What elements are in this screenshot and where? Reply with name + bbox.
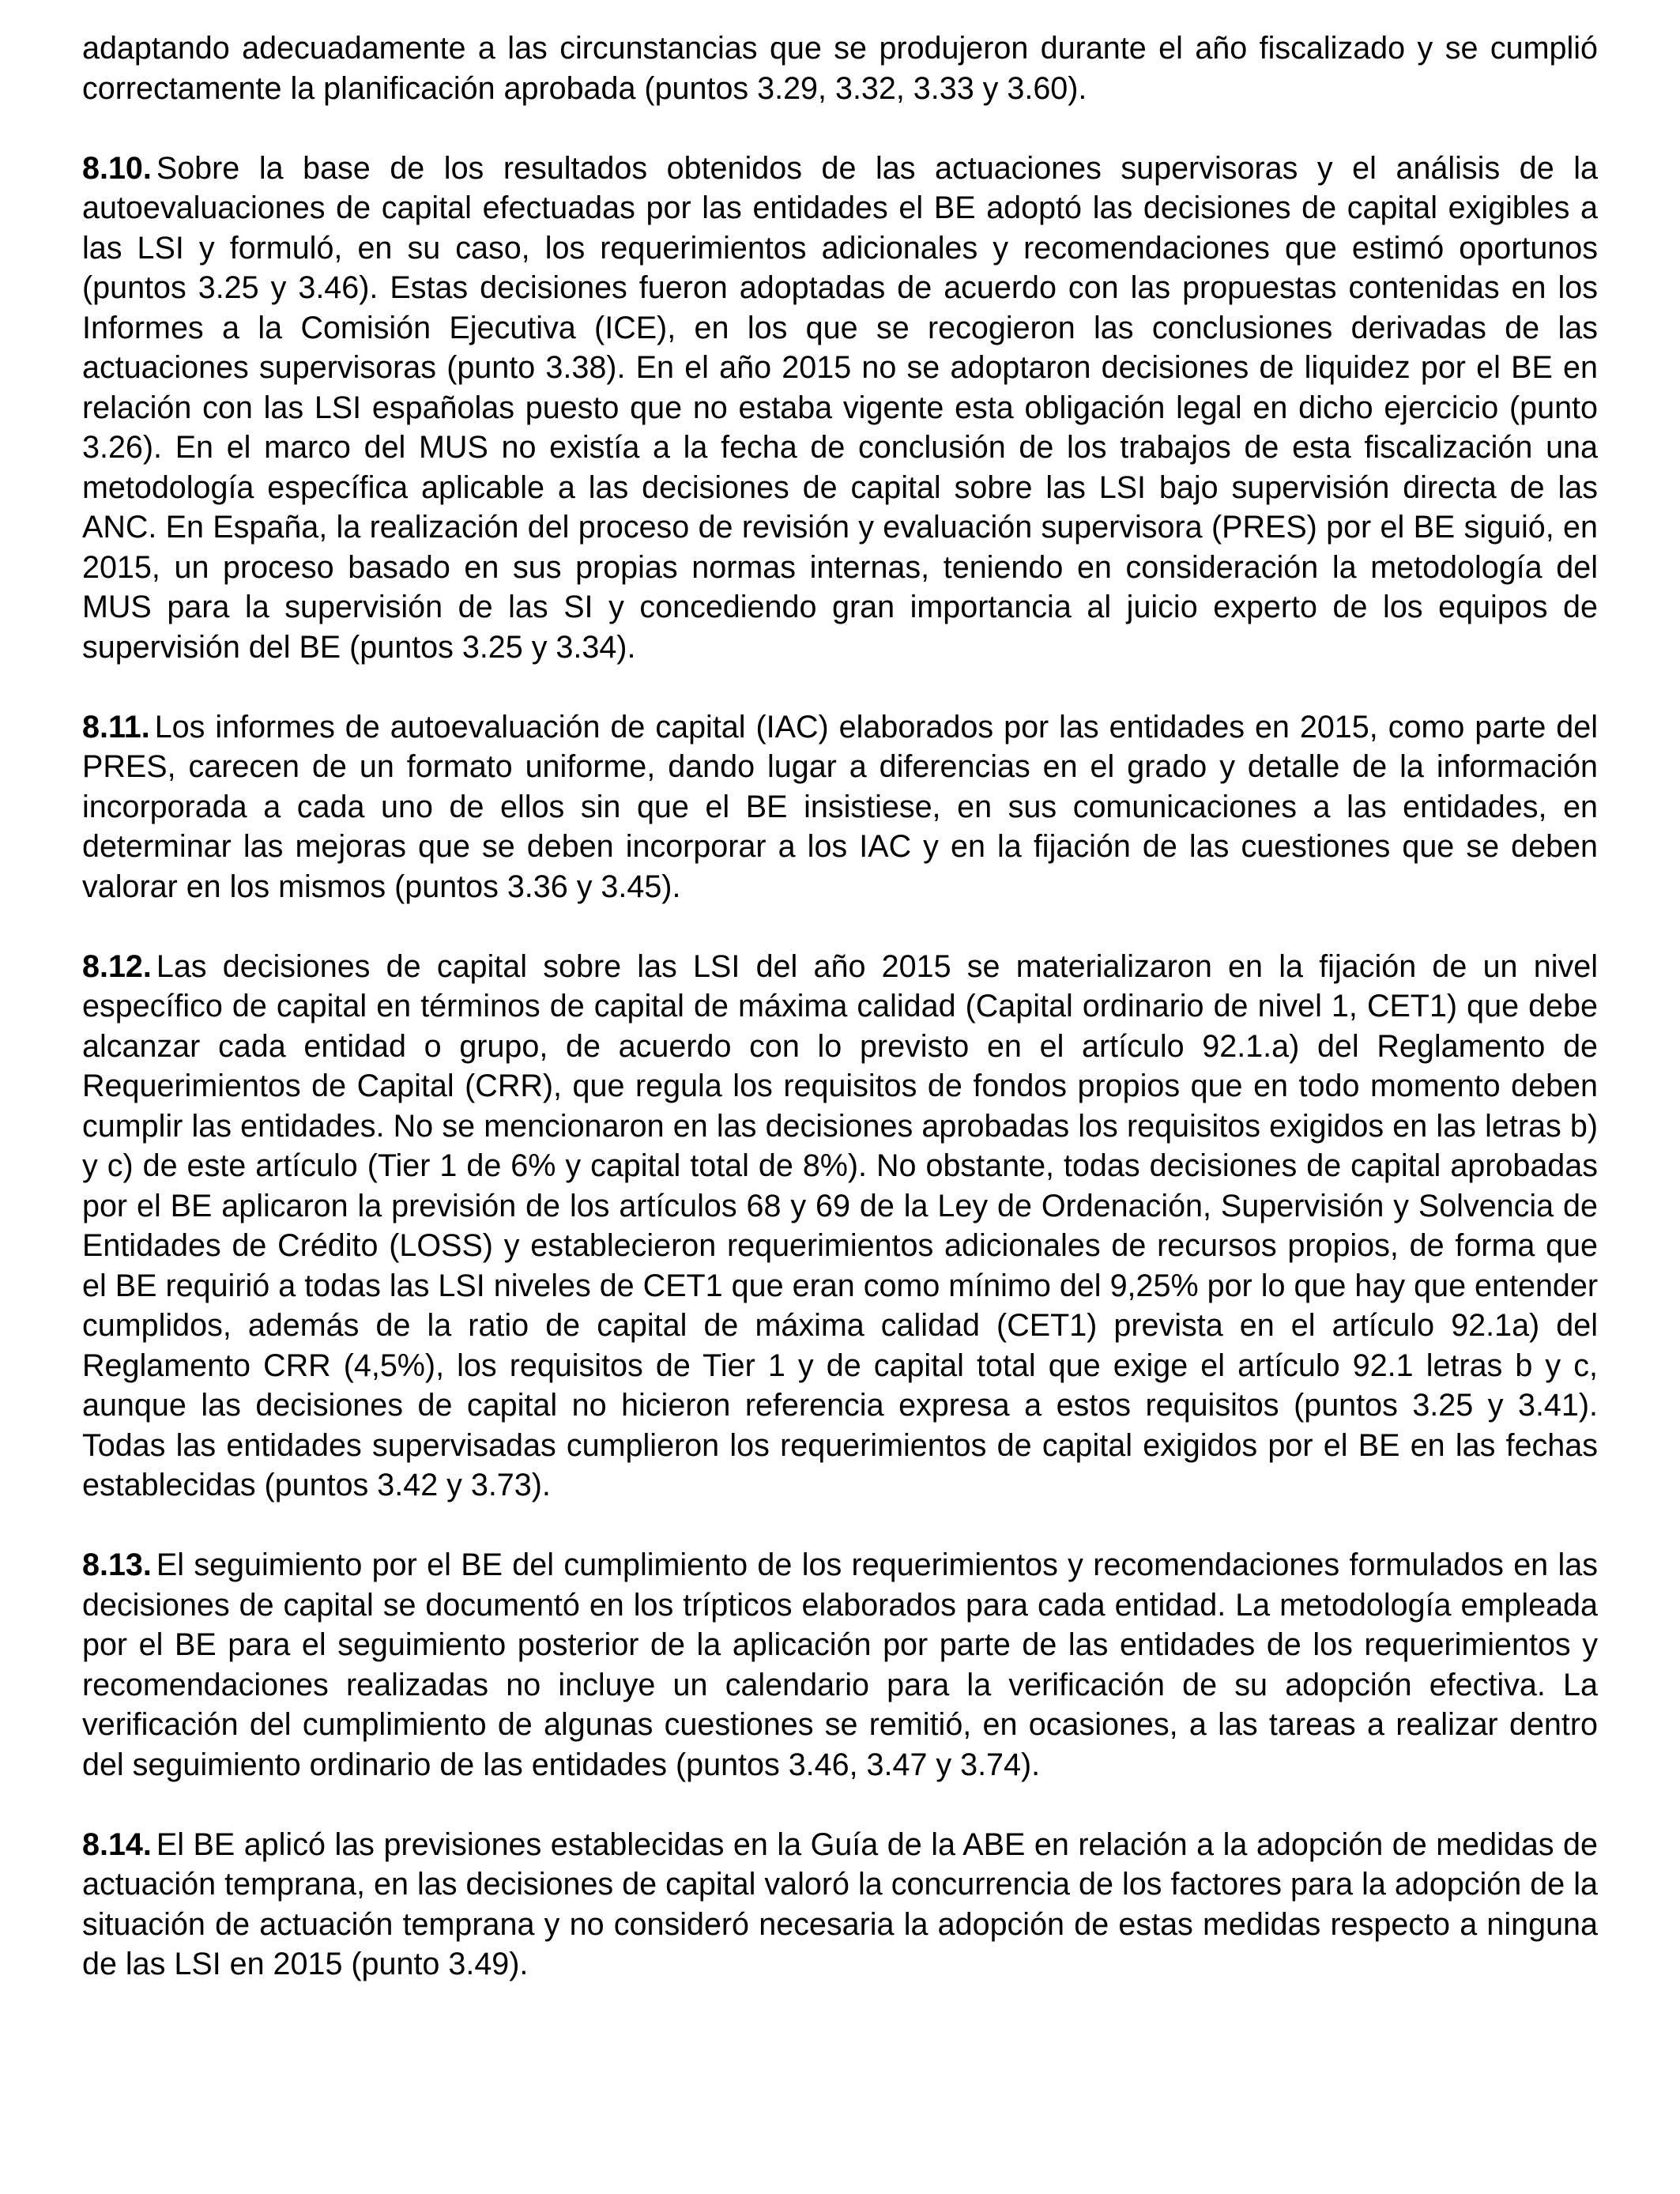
paragraph-text: Sobre la base de los resultados obtenidos de las actuaciones supervisoras y el análisis de la autoevaluaciones de capital efectuadas por las entidades el BE adoptó las decisiones de capital exigibles a las LSI y formuló, en su caso, los requerimientos adicionales y recomendaciones que estimó oportunos (puntos 3.25 y 3.46). Estas decisiones fueron adoptadas de acuerdo con las propuestas contenidas en los Informes a la Comisión Ejecutiva (ICE), en los que se recogieron las conclusiones derivadas de las actuaciones supervisoras (punto 3.38). En el año 2015 no se adoptaron decisiones de liquidez por el BE en relación con las LSI españolas puesto que no estaba vigente esta obligación legal en dicho ejercicio (punto 3.26). En el marco del MUS no existía a la fecha de conclusión de los trabajos de esta fiscalización una metodología específica aplicable a las decisiones de capital sobre las LSI bajo supervisión directa de las ANC. En España, la realización del proceso de revisión y evaluación supervisora (PRES) por el BE siguió, en 2015, un proceso basado en sus propias normas internas, teniendo en consideración la metodología del MUS para la supervisión de las SI y concediendo gran importancia al juicio experto de los equipos de supervisión del BE (puntos 3.25 y 3.34). bbox=[82, 150, 1598, 665]
paragraph-number: 8.11. bbox=[82, 709, 150, 745]
paragraph-number: 8.13. bbox=[82, 1547, 152, 1582]
document-page bbox=[82, 28, 1598, 2024]
paragraph-number: 8.14. bbox=[82, 1826, 152, 1862]
paragraph-8-13 bbox=[82, 1545, 1598, 1785]
paragraph-continuation bbox=[82, 28, 1598, 108]
paragraph-number: 8.12. bbox=[82, 948, 152, 984]
paragraph-text: El seguimiento por el BE del cumplimiento de los requerimientos y recomendaciones formulados en las decisiones de capital se documentó en los trípticos elaborados para cada entidad. La metodología empleada por el BE para el seguimiento posterior de la aplicación por parte de las entidades de los requerimientos y recomendaciones realizadas no incluye un calendario para la verificación de su adopción efectiva. La verificación del cumplimiento de algunas cuestiones se remitió, en ocasiones, a las tareas a realizar dentro del seguimiento ordinario de las entidades (puntos 3.46, 3.47 y 3.74). bbox=[82, 1547, 1598, 1782]
paragraph-text: El BE aplicó las previsiones establecidas en la Guía de la ABE en relación a la adopción de medidas de actuación temprana, en las decisiones de capital valoró la concurrencia de los factores para la adopción de la situación de actuación temprana y no consideró necesaria la adopción de estas medidas respecto a ninguna de las LSI en 2015 (punto 3.49). bbox=[82, 1826, 1598, 1981]
paragraph-8-14 bbox=[82, 1825, 1598, 1985]
paragraph-text: Los informes de autoevaluación de capital (IAC) elaborados por las entidades en 2015, como parte del PRES, carecen de un formato uniforme, dando lugar a diferencias en el grado y detalle de la información incorporada a cada uno de ellos sin que el BE insistiese, en sus comunicaciones a las entidades, en determinar las mejoras que se deben incorporar a los IAC y en la fijación de las cuestiones que se deben valorar en los mismos (puntos 3.36 y 3.45). bbox=[82, 709, 1598, 904]
paragraph-8-11 bbox=[82, 707, 1598, 907]
paragraph-8-12 bbox=[82, 947, 1598, 1506]
paragraph-number: 8.10. bbox=[82, 150, 152, 186]
paragraph-text: adaptando adecuadamente a las circunstancias que se produjeron durante el año fiscalizado y se cumplió correctamente la planificación aprobada (puntos 3.29, 3.32, 3.33 y 3.60). bbox=[82, 31, 1598, 106]
paragraph-8-10 bbox=[82, 149, 1598, 668]
paragraph-text: Las decisiones de capital sobre las LSI del año 2015 se materializaron en la fijación de un nivel específico de capital en términos de capital de máxima calidad (Capital ordinario de nivel 1, CET1) que debe alcanzar cada entidad o grupo, de acuerdo con lo previsto en el artículo 92.1.a) del Reglamento de Requerimientos de Capital (CRR), que regula los requisitos de fondos propios que en todo momento deben cumplir las entidades. No se mencionaron en las decisiones aprobadas los requisitos exigidos en las letras b) y c) de este artículo (Tier 1 de 6% y capital total de 8%). No obstante, todas decisiones de capital aprobadas por el BE aplicaron la previsión de los artículos 68 y 69 de la Ley de Ordenación, Supervisión y Solvencia de Entidades de Crédito (LOSS) y establecieron requerimientos adicionales de recursos propios, de forma que el BE requirió a todas las LSI niveles de CET1 que eran como mínimo del 9,25% por lo que hay que entender cumplidos, además de la ratio de capital de máxima calidad (CET1) prevista en el artículo 92.1a) del Reglamento CRR (4,5%), los requisitos de Tier 1 y de capital total que exige el artículo 92.1 letras b y c, aunque las decisiones de capital no hicieron referencia expresa a estos requisitos (puntos 3.25 y 3.41). Todas las entidades supervisadas cumplieron los requerimientos de capital exigidos por el BE en las fechas establecidas (puntos 3.42 y 3.73). bbox=[82, 948, 1598, 1502]
